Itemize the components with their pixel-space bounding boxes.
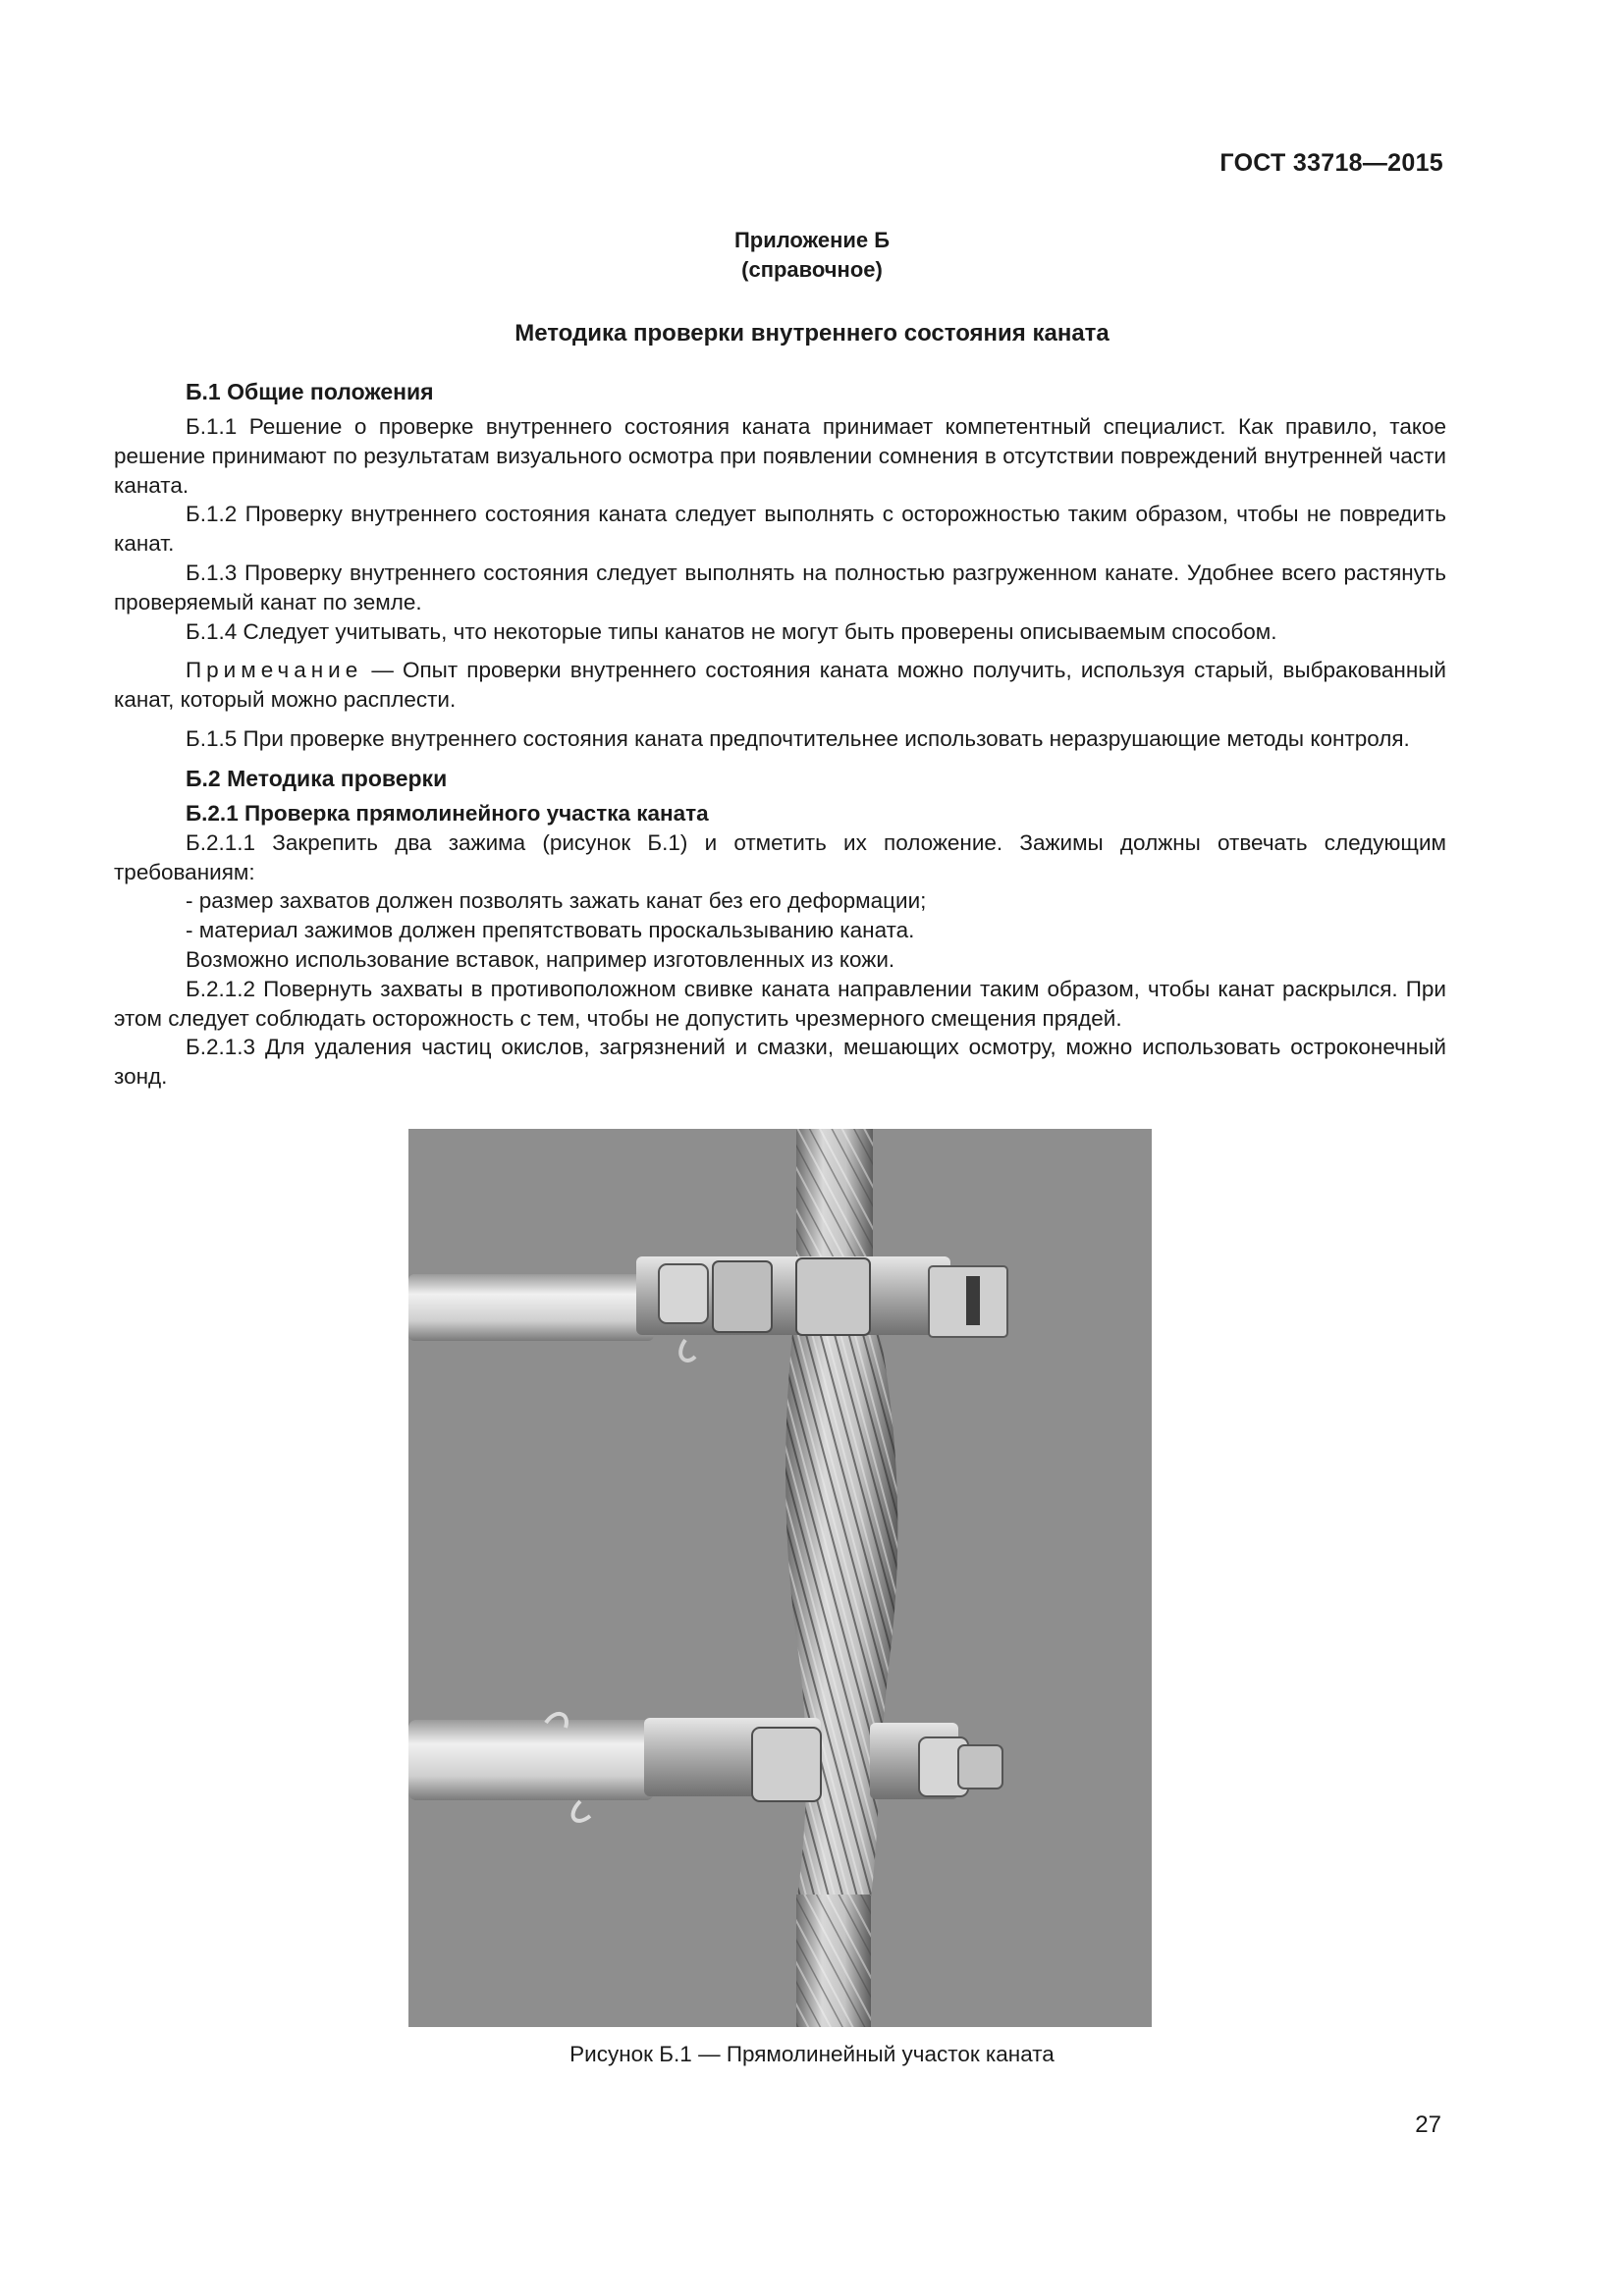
wire-rope-lower xyxy=(796,1895,871,2027)
figure-b1-photo xyxy=(408,1129,1152,2027)
note-text: — Опыт проверки внутреннего состояния каната можно получить, используя старый, выбракованный канат, который можно расплести. xyxy=(114,658,1446,713)
list-item-clamp-material: - материал зажимов должен препятствовать проскальзыванию каната. xyxy=(186,918,915,943)
section-b21-heading: Б.2.1 Проверка прямолинейного участка каната xyxy=(186,800,709,826)
appendix-heading xyxy=(0,226,1624,285)
list-item-grip-size: - размер захватов должен позволять зажать канат без его деформации; xyxy=(186,888,927,914)
paragraph-b1-2: Б.1.2 Проверку внутреннего состояния каната следует выполнять с осторожностью таким образом, чтобы не повредить канат. xyxy=(114,502,1446,557)
standard-number: ГОСТ 33718—2015 xyxy=(1219,149,1443,177)
figure-caption: Рисунок Б.1 — Прямолинейный участок каната xyxy=(569,2042,1055,2066)
appendix-kind: (справочное) xyxy=(741,257,883,282)
paragraph-b211: Б.2.1.1 Закрепить два зажима (рисунок Б.1) и отметить их положение. Зажимы должны отвечать следующим требованиям: xyxy=(114,829,1446,884)
document-body xyxy=(114,377,1446,1092)
paragraph-b1-5: Б.1.5 При проверке внутреннего состояния каната предпочтительнее использовать неразрушающие методы контроля. xyxy=(186,725,1410,751)
section-b1-heading: Б.1 Общие положения xyxy=(186,379,434,404)
note xyxy=(114,656,1446,715)
paragraph-b1-3: Б.1.3 Проверку внутреннего состояния следует выполнять на полностью разгруженном канате. Удобнее всего растянуть проверяемый канат по земле. xyxy=(114,560,1446,614)
paragraph-b213: Б.2.1.3 Для удаления частиц окислов, загрязнений и смазки, мешающих осмотру, можно использовать остроконечный зонд. xyxy=(114,1035,1446,1090)
section-b2-heading: Б.2 Методика проверки xyxy=(186,765,448,791)
paragraph-b212: Б.2.1.2 Повернуть захваты в противоположном свивке каната направлении таким образом, чтобы канат раскрылся. При этом следует соблюдать осторожность с тем, чтобы не допустить чрезмерного смещения прядей. xyxy=(114,976,1446,1031)
paragraph-b1-4: Б.1.4 Следует учитывать, что некоторые типы канатов не могут быть проверены описываемым способом. xyxy=(186,618,1277,644)
paragraph-b1-1: Б.1.1 Решение о проверке внутреннего состояния каната принимает компетентный специалист. Как правило, такое решение принимают по результатам визуального осмотра при появлении сомнения в отсутствии повреждений внутренней части каната. xyxy=(114,414,1446,498)
appendix-name: Приложение Б xyxy=(733,228,891,252)
page-title: Методика проверки внутреннего состояния каната xyxy=(514,320,1110,347)
page-number: 27 xyxy=(1415,2111,1441,2138)
paragraph-inserts: Возможно использование вставок, например изготовленных из кожи. xyxy=(186,946,895,972)
note-label: Примечание xyxy=(186,658,363,683)
